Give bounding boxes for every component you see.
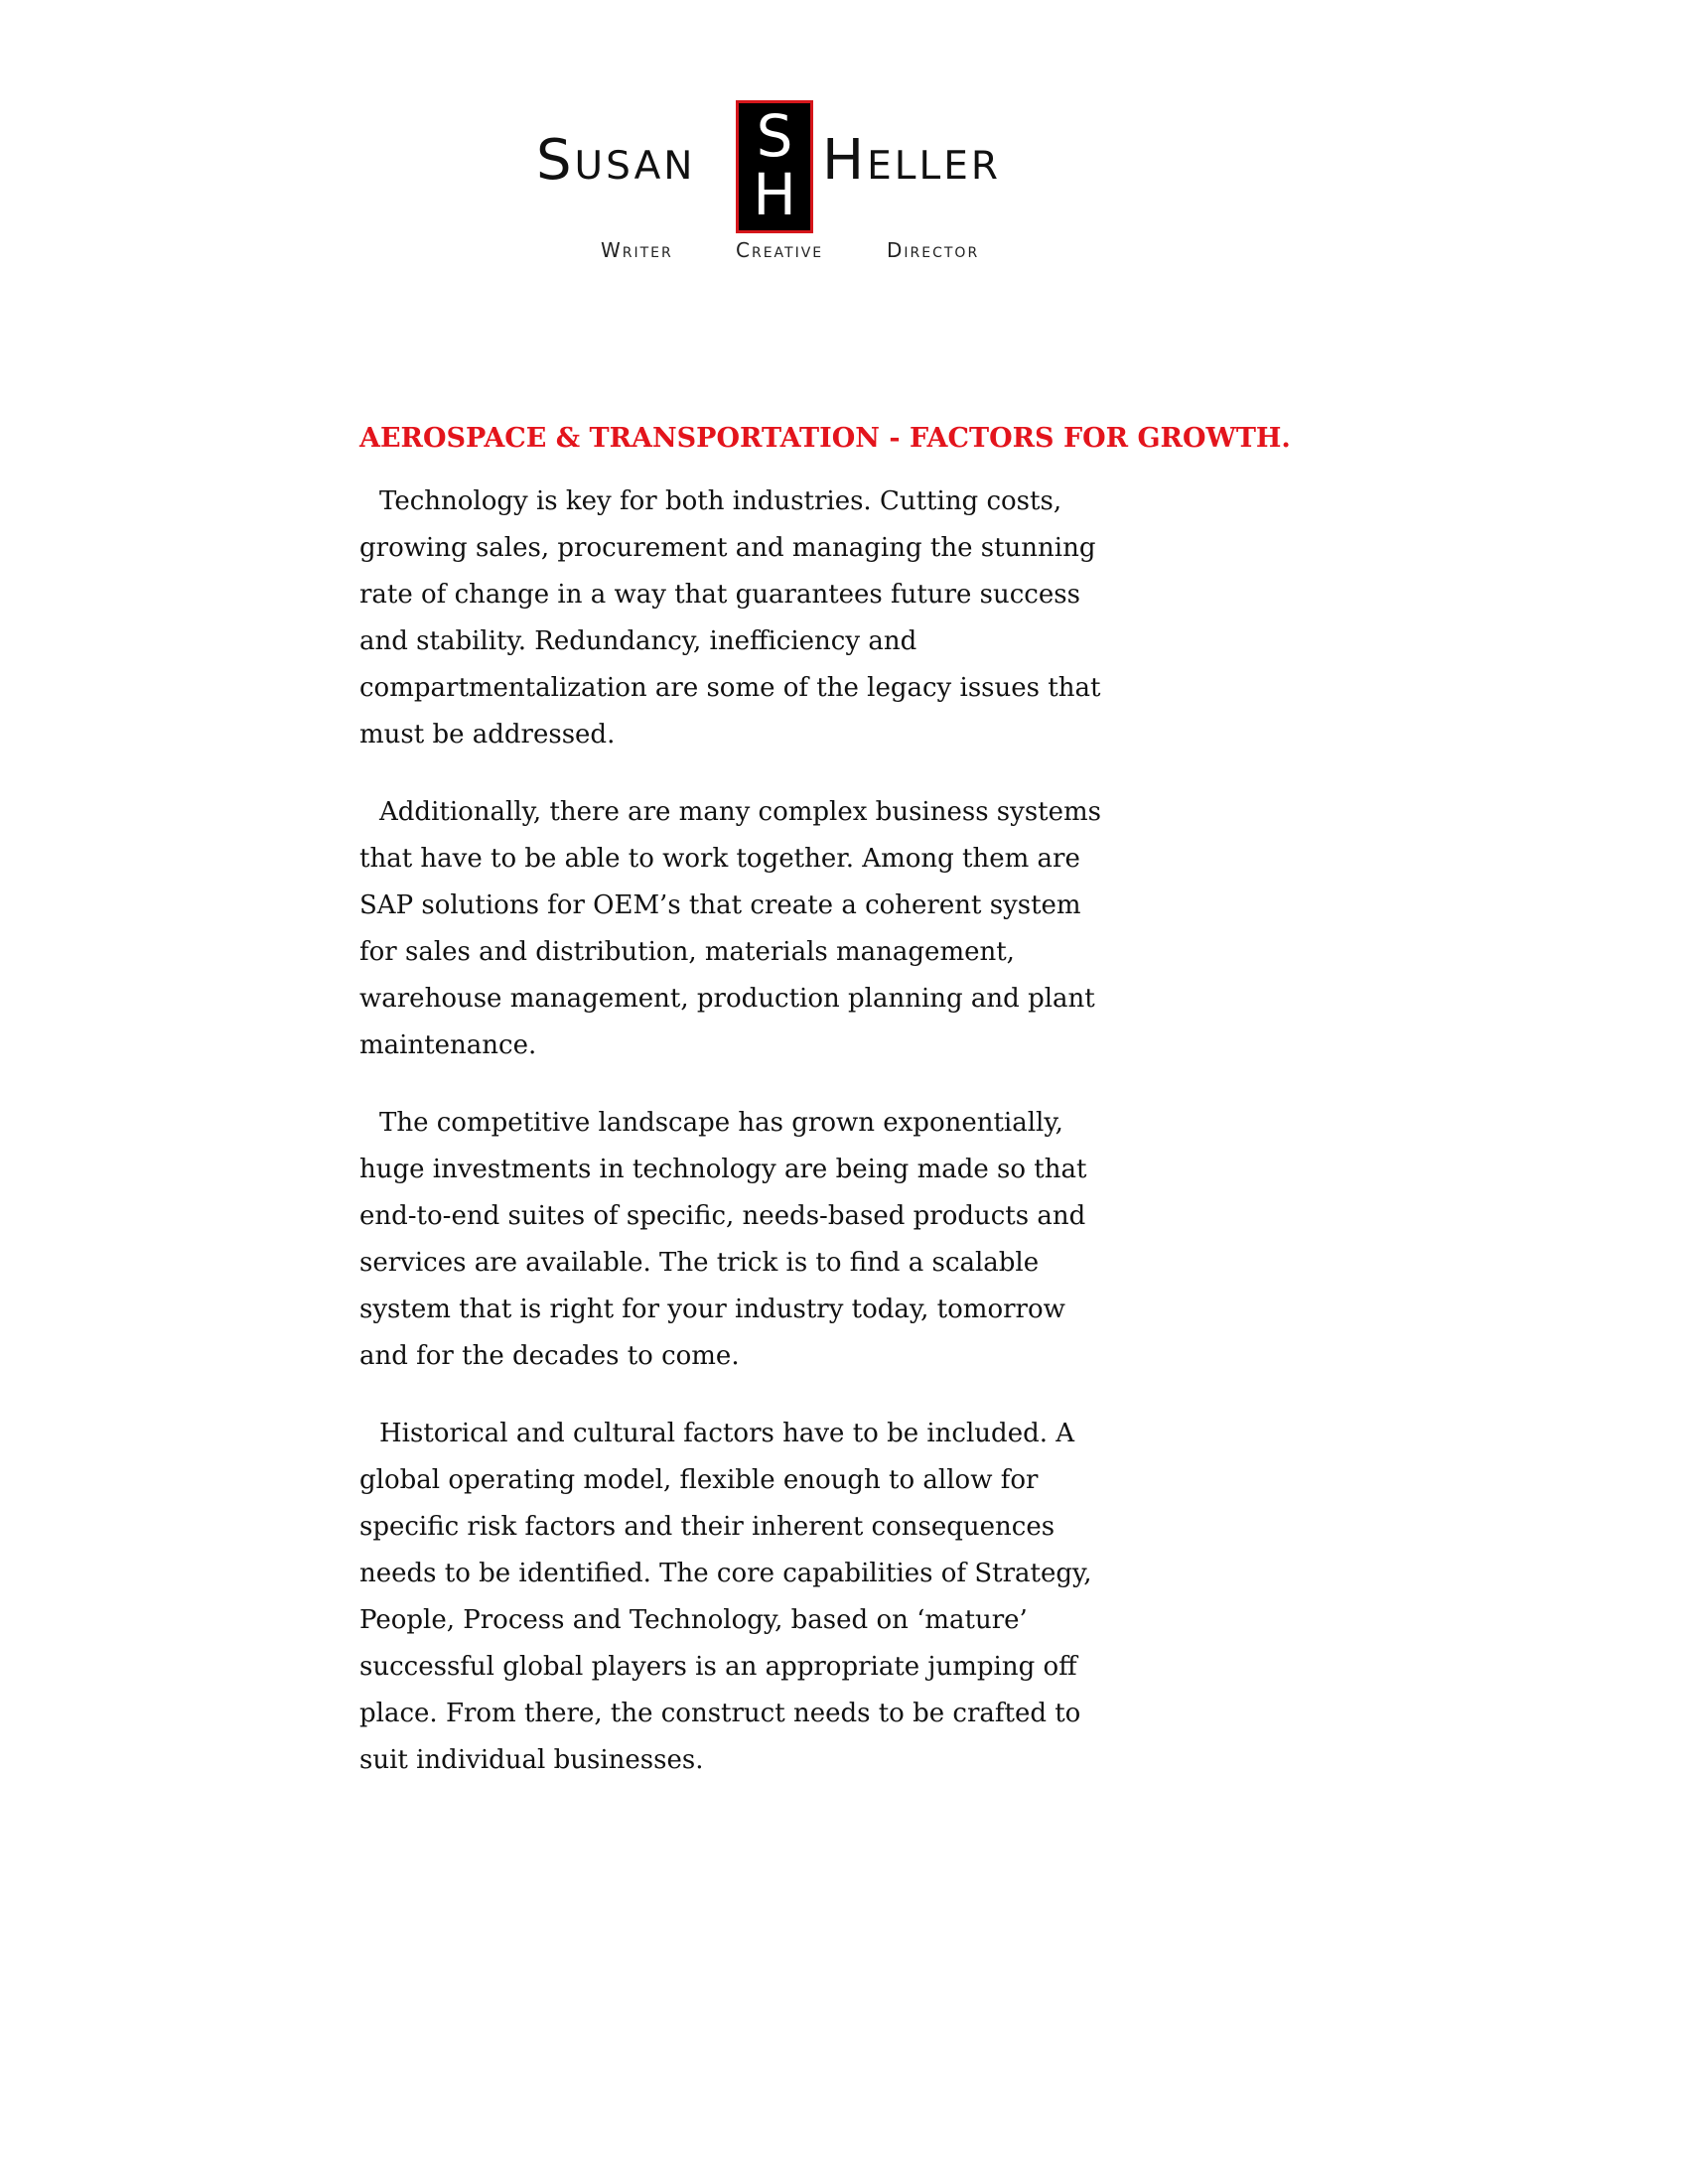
paragraph-historical-cultural: Historical and cultural factors have to be included. A global operating model, flexible enough to allow for specific risk factors and their inherent consequences needs to be identified. The core capabilities of Strategy, People, Process and Technology, based on ‘mature’ successful global players is an appropriate jumping off place. From there, the construct needs to be crafted to suit individual businesses.: [359, 1419, 1092, 1775]
tagline-role-creative: Creative: [736, 238, 824, 262]
tagline-role-writer: Writer: [601, 238, 673, 262]
tagline-role-director: Director: [887, 238, 980, 262]
monogram-logo: [736, 100, 813, 233]
monogram-letter-top: S: [756, 102, 793, 170]
article: [359, 419, 1352, 1815]
author-first-name: Susan: [536, 128, 696, 193]
monogram-letter-bottom: H: [753, 161, 796, 228]
letterhead: [0, 0, 1688, 288]
paragraph-technology: Technology is key for both industries. Cutting costs, growing sales, procurement and managing the stunning rate of change in a way that guarantees future success and stability. Redundancy, inefficiency and compartmentalization are some of the legacy issues that must be addressed.: [359, 486, 1101, 750]
paragraph-competitive-landscape: The competitive landscape has grown exponentially, huge investments in technology are being made so that end-to-end suites of specific, needs-based products and services are available. The trick is to find a scalable system that is right for your industry today, tomorrow and for the decades to come.: [359, 1108, 1087, 1371]
article-headline: AEROSPACE & TRANSPORTATION - FACTORS FOR GROWTH.: [359, 423, 1291, 454]
article-body: [359, 478, 1114, 1784]
paragraph-business-systems: Additionally, there are many complex business systems that have to be able to work together. Among them are SAP solutions for OEM’s that create a coherent system for sales and distribution, materials management, warehouse management, production planning and plant maintenance.: [359, 797, 1102, 1060]
author-last-name: Heller: [822, 128, 1001, 193]
